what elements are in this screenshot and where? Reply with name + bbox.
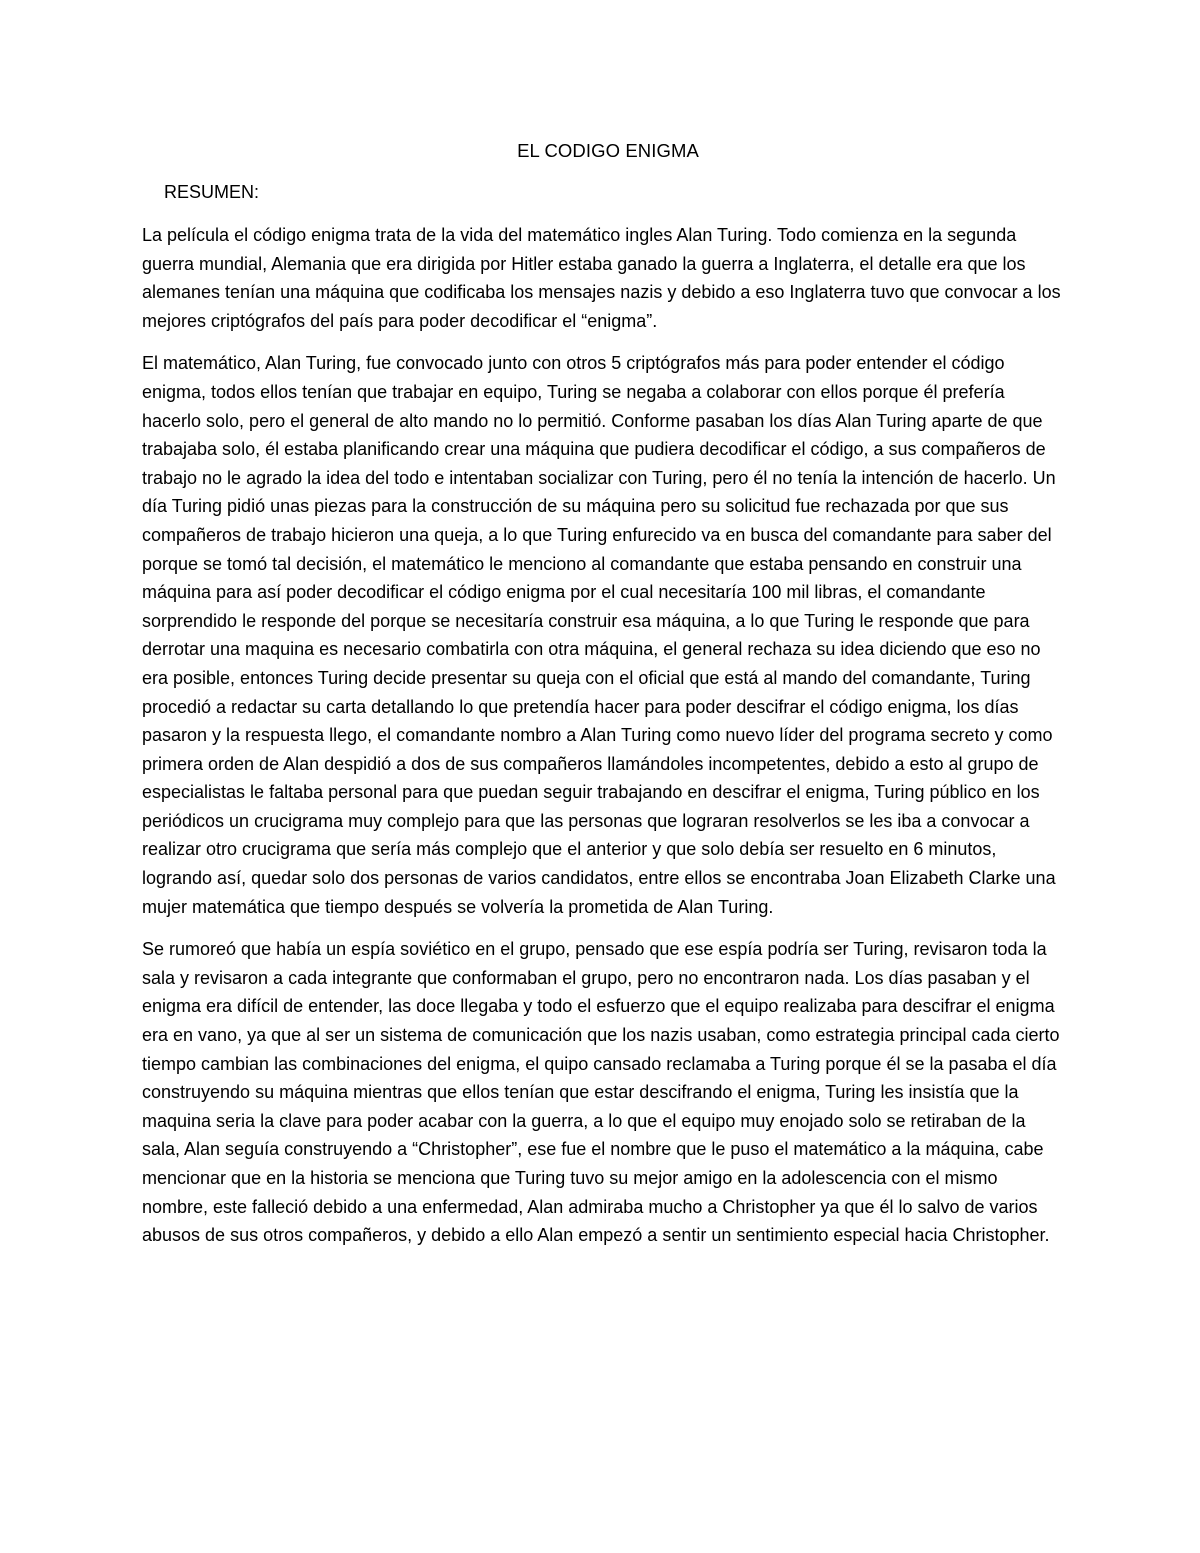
paragraph: Se rumoreó que había un espía soviético en el grupo, pensado que ese espía podría ser Turing, revisaron toda la sala y revisaron a cada integrante que conformaban el grupo, pero no encontraron nada. Los días pasaban y el enigma era difícil de entender, las doce llegaba y todo el esfuerzo que el equipo realizaba para descifrar el enigma era en vano, ya que al ser un sistema de comunicación que los nazis usaban, como estrategia principal cada cierto tiempo cambian las combinaciones del enigma, el quipo cansado reclamaba a Turing porque él se la pasaba el día construyendo su máquina mientras que ellos tenían que estar descifrando el enigma, Turing les insistía que la maquina seria la clave para poder acabar con la guerra, a lo que el equipo muy enojado solo se retiraban de la sala, Alan seguía construyendo a “Christopher”, ese fue el nombre que le puso el matemático a la máquina, cabe mencionar que en la historia se menciona que Turing tuvo su mejor amigo en la adolescencia con el mismo nombre, este falleció debido a una enfermedad, Alan admiraba mucho a Christopher ya que él lo salvo de varios abusos de sus otros compañeros, y debido a ello Alan empezó a sentir un sentimiento especial hacia Christopher. [142, 939, 1060, 1246]
paragraph: La película el código enigma trata de la vida del matemático ingles Alan Turing. Todo comienza en la segunda guerra mundial, Alemania que era dirigida por Hitler estaba ganado la guerra a Inglaterra, el detalle era que los alemanes tenían una máquina que codificaba los mensajes nazis y debido a eso Inglaterra tuvo que convocar a los mejores criptógrafos del país para poder decodificar el “enigma”. [142, 225, 1061, 331]
document-body [142, 140, 1062, 1264]
document-title: EL CODIGO ENIGMA [517, 140, 699, 161]
section-heading-resumen: RESUMEN: [164, 182, 260, 202]
paragraph: El matemático, Alan Turing, fue convocado junto con otros 5 criptógrafos más para poder entender el código enigma, todos ellos tenían que trabajar en equipo, Turing se negaba a colaborar con ellos porque él prefería hacerlo solo, pero el general de alto mando no lo permitió. Conforme pasaban los días Alan Turing aparte de que trabajaba solo, él estaba planificando crear una máquina que pudiera decodificar el código, a sus compañeros de trabajo no le agrado la idea del todo e intentaban socializar con Turing, pero él no tenía la intención de hacerlo. Un día Turing pidió unas piezas para la construcción de su máquina pero su solicitud fue rechazada por que sus compañeros de trabajo hicieron una queja, a lo que Turing enfurecido va en busca del comandante para saber del porque se tomó tal decisión, el matemático le menciono al comandante que estaba pensando en construir una máquina para así poder decodificar el código enigma por el cual necesitaría 100 mil libras, el comandante sorprendido le responde del porque se necesitaría construir esa máquina, a lo que Turing le responde que para derrotar una maquina es necesario combatirla con otra máquina, el general rechaza su idea diciendo que eso no era posible, entonces Turing decide presentar su queja con el oficial que está al mando del comandante, Turing procedió a redactar su carta detallando lo que pretendía hacer para poder descifrar el código enigma, los días pasaron y la respuesta llego, el comandante nombro a Alan Turing como nuevo líder del programa secreto y como primera orden de Alan despidió a dos de sus compañeros llamándoles incompetentes, debido a esto al grupo de especialistas le faltaba personal para que puedan seguir trabajando en descifrar el enigma, Turing público en los periódicos un crucigrama muy complejo para que las personas que lograran resolverlos se les iba a convocar a realizar otro crucigrama que sería más complejo que el anterior y que solo debía ser resuelto en 6 minutos, logrando así, quedar solo dos personas de varios candidatos, entre ellos se encontraba Joan Elizabeth Clarke una mujer matemática que tiempo después se volvería la prometida de Alan Turing. [142, 353, 1056, 917]
